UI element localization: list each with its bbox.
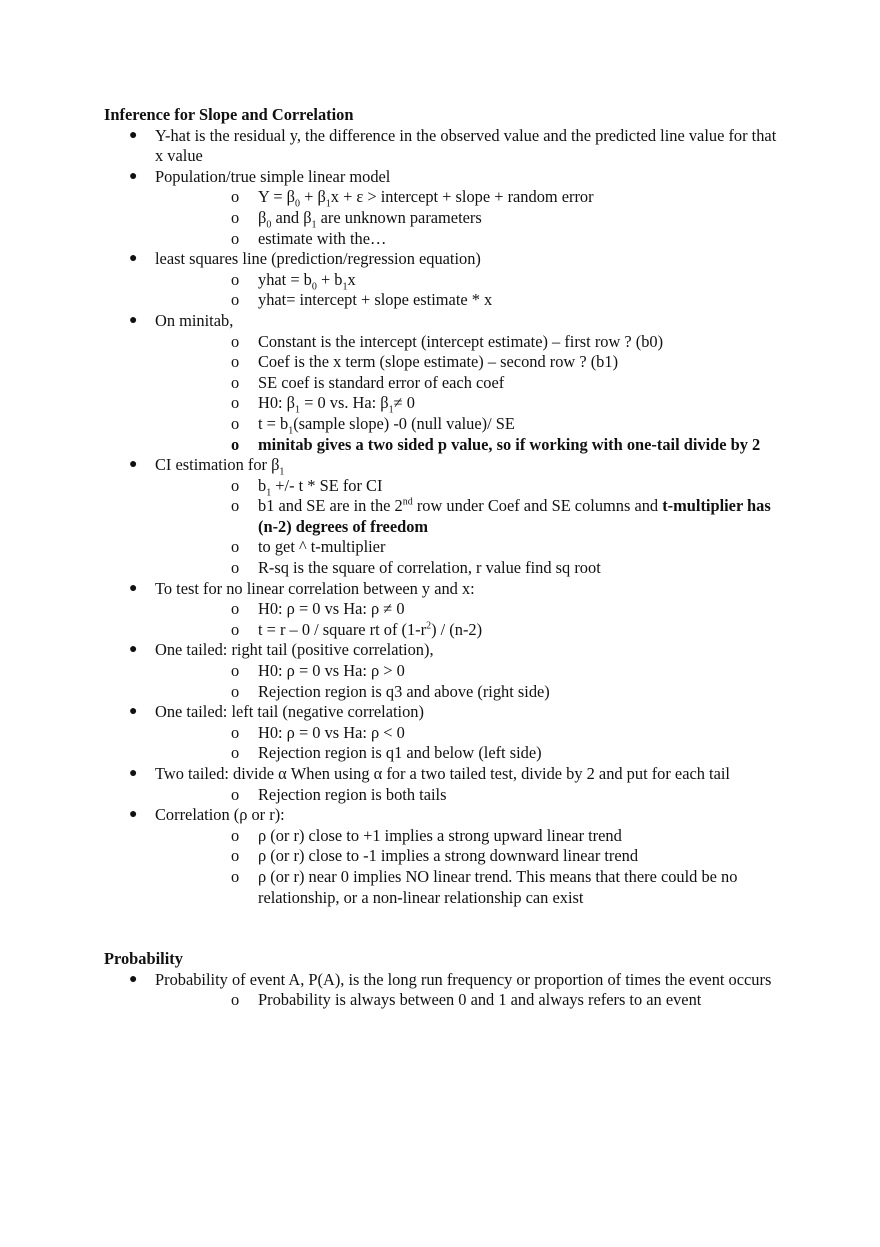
bullet-marker: ●: [129, 971, 138, 987]
sub-list-item: o estimate with the…: [231, 228, 387, 248]
list-item: ● least squares line (prediction/regression equation) o yhat = $b_0 + b_1x$ o yhat= intercept + slope estimate * x: [104, 249, 784, 311]
sub-list-item: o Rejection region is q1 and below (left side): [231, 743, 542, 763]
list-item: ● Probability of event A, P(A), is the long run frequency or proportion of times the event occurs o Probability is always between 0 and 1 and always refers to an event: [104, 970, 784, 1011]
sub-list-item: o Coef is the x term (slope estimate) – second row ? (b1): [231, 352, 619, 372]
sub-marker: o: [231, 207, 240, 227]
sub-list-item: o $b_1$ +/- t * SE for CI: [231, 475, 383, 498]
sub-list-item: o t = r – 0 / square rt of $(1-r^2) / (n-2)$: [231, 619, 483, 639]
sub-list-item: o R-sq is the square of correlation, r value find sq root: [231, 558, 601, 578]
list-item: ● Correlation (ρ or r): o ρ (or r) close to +1 implies a strong upward linear trend o ρ (or r) close to -1 implies a strong downward linear trend o ρ (or r) near 0 implies NO linear trend. This means that there could be no relationship, or a non-linear relationship can exist: [104, 805, 784, 908]
sub-marker: o: [231, 331, 240, 351]
sub-list-item: o ρ (or r) close to -1 implies a strong downward linear trend: [231, 846, 639, 866]
sub-marker: o: [231, 434, 240, 454]
bullet-marker: ●: [129, 807, 138, 823]
sub-list-item: o H0: ρ = 0 vs Ha: ρ < 0: [231, 722, 405, 742]
sub-marker: o: [231, 743, 240, 763]
bullet-marker: ●: [129, 580, 138, 596]
sub-list-item: o b1 and SE are in the 2nd row under Coef and SE columns and t-multiplier has (n-2) degrees of freedom: [231, 496, 771, 536]
sub-marker: o: [231, 413, 240, 433]
sub-list-item: o H0: ρ = 0 vs Ha: ρ ≠ 0: [231, 599, 405, 619]
section-spacer: [104, 908, 784, 949]
document-page: [104, 105, 784, 1011]
sub-list: [155, 476, 784, 579]
sub-marker: o: [231, 269, 240, 289]
sub-list-item: o Probability is always between 0 and 1 and always refers to an event: [231, 990, 702, 1010]
sub-list: [155, 187, 784, 249]
bullet-marker: ●: [129, 312, 138, 328]
sub-list-item: o SE coef is standard error of each coef: [231, 372, 505, 392]
section-heading-inference: Inference for Slope and Correlation: [104, 105, 354, 124]
sub-marker: o: [231, 352, 240, 372]
sub-marker: o: [231, 558, 240, 578]
sub-list: [155, 599, 784, 640]
sub-list: [155, 332, 784, 456]
list-item: ● One tailed: left tail (negative correlation) o H0: ρ = 0 vs Ha: ρ < 0 o Rejection region is q1 and below (left side): [104, 702, 784, 764]
list-item: ● Y-hat is the residual y, the difference in the observed value and the predicted line value for that x value: [129, 125, 777, 166]
list-item: ● Population/true simple linear model o $Y = \beta_0 + \beta_1x + \varepsilon$ > intercept + slope + random error o $\beta_0$ and $\beta_1$ are unknown parameters o estimate with the…: [104, 167, 784, 249]
list-item: ● One tailed: right tail (positive correlation), o H0: ρ = 0 vs Ha: ρ > 0 o Rejection region is q3 and above (right side): [104, 640, 784, 702]
sub-marker: o: [231, 661, 240, 681]
sub-list-item: o Rejection region is both tails: [231, 784, 447, 804]
sub-list: [155, 723, 784, 764]
sub-marker: o: [231, 784, 240, 804]
sub-list-item: o to get ^ t-multiplier: [231, 537, 386, 557]
bullet-list-inference: [104, 126, 784, 909]
section-heading-probability: Probability: [104, 949, 183, 969]
list-item: ● On minitab, o Constant is the intercept (intercept estimate) – first row ? (b0) o Coef is the x term (slope estimate) – second row ? (b1) o SE coef is standard error of each coef o H0: $\beta_1 = 0$ vs. Ha: $\beta_1\ne 0$ o $t = b_1(sample$ slope) -0 (null value)/ SE o minitab gives a two sided p value, so if working with one-tail divide by 2: [104, 311, 784, 455]
sub-marker: o: [231, 393, 240, 413]
bullet-marker: ●: [129, 766, 138, 781]
sub-list-item: o Rejection region is q3 and above (right side): [231, 681, 550, 701]
sub-list-item: o yhat = $b_0 + b_1x$: [231, 269, 356, 293]
sub-marker: o: [231, 866, 240, 886]
sub-list-item: o H0: ρ = 0 vs Ha: ρ > 0: [231, 661, 405, 681]
sub-list: [155, 661, 784, 702]
sub-list-item: o $t = b_1(sample$ slope) -0 (null value)/ SE: [231, 413, 515, 437]
sub-list: [155, 270, 784, 311]
bullet-marker: ●: [129, 251, 138, 267]
sub-list-item: o Constant is the intercept (intercept estimate) – first row ? (b0): [231, 331, 664, 351]
sub-marker: o: [231, 846, 240, 866]
sub-marker: o: [231, 372, 240, 392]
sub-list-item: o yhat= intercept + slope estimate * x: [231, 290, 493, 310]
bullet-marker: ●: [129, 642, 138, 658]
bullet-marker: ●: [129, 127, 138, 143]
sub-marker: o: [231, 187, 240, 207]
sub-list-item: o H0: $\beta_1 = 0$ vs. Ha: $\beta_1\ne 0$: [231, 393, 415, 416]
sub-list-item: o $\beta_0$ and $\beta_1$ are unknown parameters: [231, 207, 482, 231]
list-item: ● CI estimation for $\beta_1$ o $b_1$ +/- t * SE for CI o b1 and SE are in the 2nd row under Coef and SE columns and t-multiplier has (n-2) degrees of freedom o to get ^ t-multiplier o R-sq is the square of correlation, r value find sq root: [104, 455, 784, 579]
sub-list: [155, 826, 784, 908]
sub-marker: o: [231, 228, 240, 248]
bullet-list-probability: [104, 970, 784, 1011]
bullet-marker: ●: [129, 168, 138, 184]
list-item: ● To test for no linear correlation between y and x: o H0: ρ = 0 vs Ha: ρ ≠ 0 o t = r – 0 / square rt of $(1-r^2) / (n-2)$: [104, 579, 784, 641]
bullet-marker: ●: [129, 457, 138, 473]
list-item: ● Two tailed: divide α When using α for a two tailed test, divide by 2 and put for each tail o Rejection region is both tails: [104, 764, 784, 805]
sub-list-item: o ρ (or r) close to +1 implies a strong upward linear trend: [231, 825, 622, 845]
sub-list-item: o minitab gives a two sided p value, so if working with one-tail divide by 2: [231, 434, 761, 454]
sub-marker: o: [231, 619, 240, 639]
sub-marker: o: [231, 990, 240, 1010]
sub-list-item: o ρ (or r) near 0 implies NO linear trend. This means that there could be no relationship, or a non-linear relationship can exist: [231, 866, 738, 907]
sub-list-item: o $Y = \beta_0 + \beta_1x + \varepsilon$ > intercept + slope + random error: [231, 187, 594, 210]
sub-marker: o: [231, 496, 240, 516]
sub-marker: o: [231, 290, 240, 310]
sub-list: [155, 990, 784, 1011]
sub-list: [155, 785, 784, 806]
sub-marker: o: [231, 475, 240, 495]
sub-marker: o: [231, 599, 240, 619]
sub-marker: o: [231, 537, 240, 557]
sub-marker: o: [231, 681, 240, 701]
sub-marker: o: [231, 825, 240, 845]
bullet-marker: ●: [129, 704, 138, 720]
sub-marker: o: [231, 722, 240, 742]
